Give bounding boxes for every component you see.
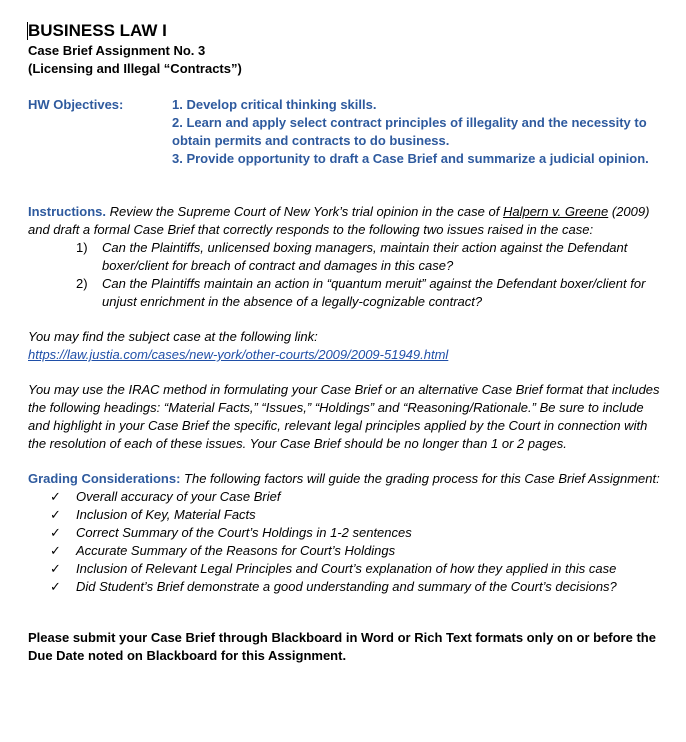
grading-item [50,488,668,506]
instructions-label: Instructions. [28,204,107,219]
document-page [28,20,668,665]
issue-text: Can the Plaintiffs, unlicensed boxing managers, maintain their action against the Defendant boxer/client for breach of contract and damages in this case? [102,240,628,273]
issue-item [76,275,668,311]
objective-item: 2. Learn and apply select contract principles of illegality and the necessity to [172,115,647,130]
document-title-text: BUSINESS LAW I [28,21,167,40]
grading-label: Grading Considerations: [28,471,181,486]
hw-objectives-section [28,96,668,168]
grading-item [50,560,668,578]
checkmark-icon: ✓ [50,507,61,522]
grading-intro [28,470,668,488]
submission-note: Please submit your Case Brief through Blackboard in Word or Rich Text formats only on or before the Due Date noted on Blackboard for this Assignment. [28,630,656,663]
issue-text: Can the Plaintiffs maintain an action in “quantum meruit” against the Defendant boxer/client for unjust enrichment in the absence of a legally-cognizable contract? [102,276,646,309]
instructions-text-1: Review the Supreme Court of New York’s trial opinion in the case of [106,204,503,219]
case-link-section [28,328,668,364]
checkmark-icon: ✓ [50,489,61,504]
issue-item [76,239,668,275]
assignment-subtitle: Case Brief Assignment No. 3 [28,43,206,58]
grading-text: The following factors will guide the grading process for this Case Brief Assignment: [180,471,660,486]
objective-item: 3. Provide opportunity to draft a Case Brief and summarize a judicial opinion. [172,151,649,166]
instructions-section [28,203,668,311]
instructions-paragraph [28,203,668,239]
grading-item [50,578,668,596]
grading-item [50,542,668,560]
case-link-intro: You may find the subject case at the following link: [28,329,318,344]
checkmark-icon: ✓ [50,561,61,576]
checkmark-icon: ✓ [50,579,61,594]
case-link[interactable]: https://law.justia.com/cases/new-york/other-courts/2009/2009-51949.html [28,347,449,362]
grading-item-text: Inclusion of Key, Material Facts [76,507,256,522]
checkmark-icon: ✓ [50,525,61,540]
case-name: Halpern v. Greene [502,204,609,219]
grading-item-text: Did Student’s Brief demonstrate a good understanding and summary of the Court’s decisions? [76,579,617,594]
grading-item-text: Correct Summary of the Court’s Holdings in 1-2 sentences [76,525,412,540]
issue-number: 2) [76,276,88,291]
assignment-topic: (Licensing and Illegal “Contracts”) [28,61,242,76]
checkmark-icon: ✓ [50,543,61,558]
hw-objectives-list [172,96,649,168]
grading-item-text: Overall accuracy of your Case Brief [76,489,281,504]
grading-item-text: Inclusion of Relevant Legal Principles and Court’s explanation of how they applied in this case [76,561,617,576]
objective-item: obtain permits and contracts to do business. [172,133,450,148]
grading-item-text: Accurate Summary of the Reasons for Court’s Holdings [76,543,396,558]
instructions-text-2: (2009) and draft a formal Case Brief that correctly responds to the following two issues raised in the case: [28,204,650,237]
grading-section [28,470,668,596]
issue-number: 1) [76,240,88,255]
objective-item: 1. Develop critical thinking skills. [172,97,377,112]
document-title [28,20,668,42]
hw-objectives-label: HW Objectives: [28,97,124,112]
grading-item [50,506,668,524]
irac-paragraph: You may use the IRAC method in formulating your Case Brief or an alternative Case Brief format that includes the following headings: “Material Facts,” “Issues,” “Holdings” and “Reasoning/Rationale.” Be sure to include and highlight in your Case Brief the specific, relevant legal principles applied by the Court in connection with the resolution of each of these issues. Your Case Brief should be no longer than 1 or 2 pages. [28,382,660,451]
text-cursor [27,22,28,40]
grading-item [50,524,668,542]
